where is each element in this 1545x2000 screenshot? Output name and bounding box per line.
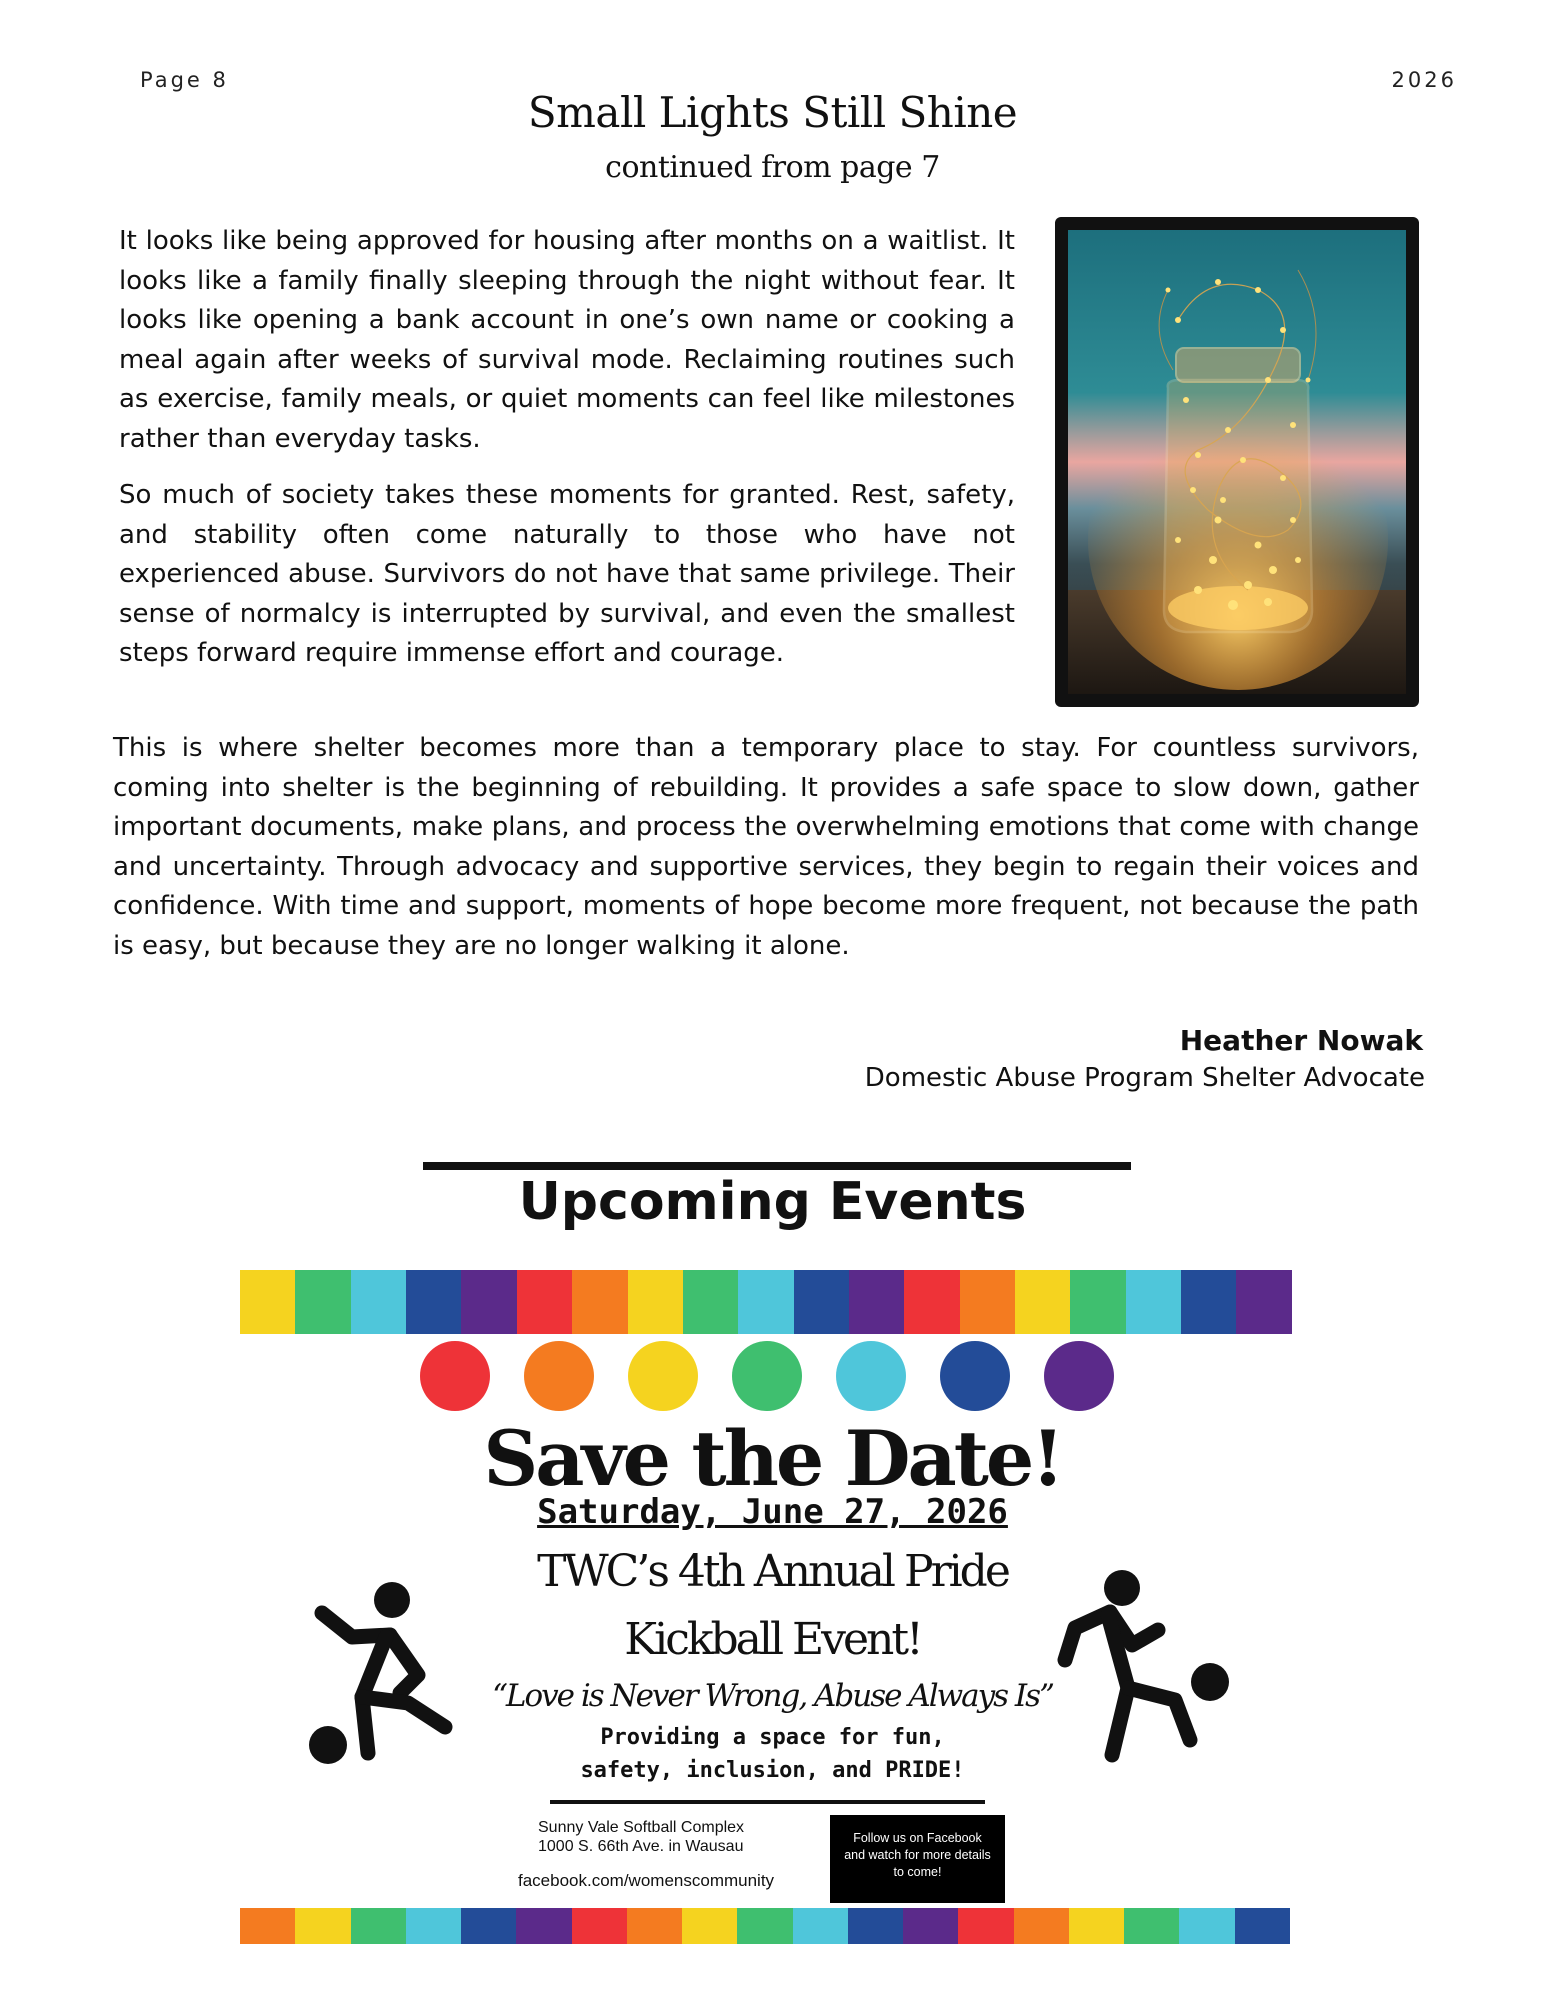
- stripe-segment: [461, 1270, 516, 1334]
- stripe-segment: [627, 1908, 682, 1944]
- mason-jar-photo: [1055, 217, 1419, 707]
- article-subtitle: continued from page 7: [605, 150, 940, 185]
- author-role: Domestic Abuse Program Shelter Advocate: [864, 1063, 1425, 1093]
- stripe-segment: [1069, 1908, 1124, 1944]
- event-name-line-1: TWC’s 4th Annual Pride: [537, 1546, 1008, 1597]
- event-tagline-2: safety, inclusion, and PRIDE!: [580, 1758, 965, 1783]
- stripe-segment: [904, 1270, 959, 1334]
- event-motto: “Love is Never Wrong, Abuse Always Is”: [492, 1678, 1053, 1714]
- event-tagline-1: Providing a space for fun,: [600, 1725, 945, 1750]
- rainbow-stripe-bottom: [240, 1908, 1290, 1944]
- rainbow-dot: [940, 1341, 1010, 1411]
- page-year: 2026: [1391, 68, 1457, 92]
- stripe-segment: [572, 1270, 627, 1334]
- stripe-segment: [960, 1270, 1015, 1334]
- stripe-segment: [517, 1270, 572, 1334]
- stripe-segment: [1014, 1908, 1069, 1944]
- stripe-segment: [461, 1908, 516, 1944]
- stripe-segment: [1181, 1270, 1236, 1334]
- stripe-segment: [903, 1908, 958, 1944]
- stripe-segment: [240, 1270, 295, 1334]
- stripe-segment: [683, 1270, 738, 1334]
- kickball-player-right-icon: [1050, 1570, 1235, 1765]
- event-name-line-2: Kickball Event!: [624, 1614, 921, 1665]
- stripe-segment: [1126, 1270, 1181, 1334]
- venue-name: Sunny Vale Softball Complex: [538, 1819, 745, 1836]
- flyer-divider: [550, 1800, 985, 1804]
- venue-address: 1000 S. 66th Ave. in Wausau: [538, 1838, 744, 1855]
- stripe-segment: [849, 1270, 904, 1334]
- stripe-segment: [406, 1908, 461, 1944]
- rainbow-dot: [732, 1341, 802, 1411]
- facebook-link[interactable]: facebook.com/womenscommunity: [518, 1871, 775, 1890]
- kickball-player-left-icon: [300, 1575, 470, 1770]
- stripe-segment: [351, 1908, 406, 1944]
- stripe-segment: [572, 1908, 627, 1944]
- stripe-segment: [737, 1908, 792, 1944]
- rainbow-dot: [420, 1341, 490, 1411]
- rainbow-dot: [628, 1341, 698, 1411]
- follow-us-box: [830, 1815, 1005, 1903]
- section-divider: [423, 1162, 1131, 1170]
- stripe-segment: [793, 1908, 848, 1944]
- rainbow-dot: [524, 1341, 594, 1411]
- follow-box-line-2: and watch for more details: [844, 1848, 991, 1862]
- stripe-segment: [628, 1270, 683, 1334]
- article-paragraph-2: So much of society takes these moments for granted. Rest, safety, and stability often come naturally to those who have not experienced abuse. Survivors do not have that same privilege. Their sense of normalcy is interrupted by survival, and even the smallest steps forward require immense effort and courage.: [119, 480, 1015, 668]
- article-title: Small Lights Still Shine: [527, 88, 1018, 137]
- follow-box-line-1: Follow us on Facebook: [853, 1831, 982, 1845]
- stripe-segment: [1179, 1908, 1234, 1944]
- stripe-segment: [351, 1270, 406, 1334]
- stripe-segment: [738, 1270, 793, 1334]
- article-paragraph-1: It looks like being approved for housing after months on a waitlist. It looks like a family finally sleeping through the night without fear. It looks like opening a bank account in one’s own name or cooking a meal again after weeks of survival mode. Reclaiming routines such as exercise, family meals, or quiet moments can feel like milestones rather than everyday tasks.: [119, 226, 1015, 454]
- rainbow-dot: [836, 1341, 906, 1411]
- stripe-segment: [295, 1270, 350, 1334]
- author-name: Heather Nowak: [1179, 1024, 1423, 1057]
- stripe-segment: [848, 1908, 903, 1944]
- stripe-segment: [295, 1908, 350, 1944]
- stripe-segment: [1236, 1270, 1291, 1334]
- follow-box-line-3: to come!: [893, 1865, 942, 1879]
- rainbow-dot: [1044, 1341, 1114, 1411]
- stripe-segment: [240, 1908, 295, 1944]
- stripe-segment: [794, 1270, 849, 1334]
- stripe-segment: [406, 1270, 461, 1334]
- save-the-date-heading: Save the Date!: [483, 1414, 1062, 1503]
- stripe-segment: [516, 1908, 571, 1944]
- mason-jar-fairy-lights-icon: [1068, 230, 1406, 694]
- stripe-segment: [1124, 1908, 1179, 1944]
- stripe-segment: [958, 1908, 1013, 1944]
- stripe-segment: [1070, 1270, 1125, 1334]
- page-number: Page 8: [140, 68, 229, 92]
- article-paragraph-3: This is where shelter becomes more than a temporary place to stay. For countless survivors, coming into shelter is the beginning of rebuilding. It provides a safe space to slow down, gather important documents, make plans, and process the overwhelming emotions that come with change and uncertainty. Through advocacy and supportive services, they begin to regain their voices and confidence. With time and support, moments of hope become more frequent, not because the path is easy, but because they are no longer walking it alone.: [113, 733, 1419, 961]
- events-heading: Upcoming Events: [518, 1172, 1027, 1232]
- event-date: Saturday, June 27, 2026: [537, 1492, 1008, 1532]
- stripe-segment: [1235, 1908, 1290, 1944]
- stripe-segment: [682, 1908, 737, 1944]
- rainbow-stripe-top: [240, 1270, 1292, 1334]
- stripe-segment: [1015, 1270, 1070, 1334]
